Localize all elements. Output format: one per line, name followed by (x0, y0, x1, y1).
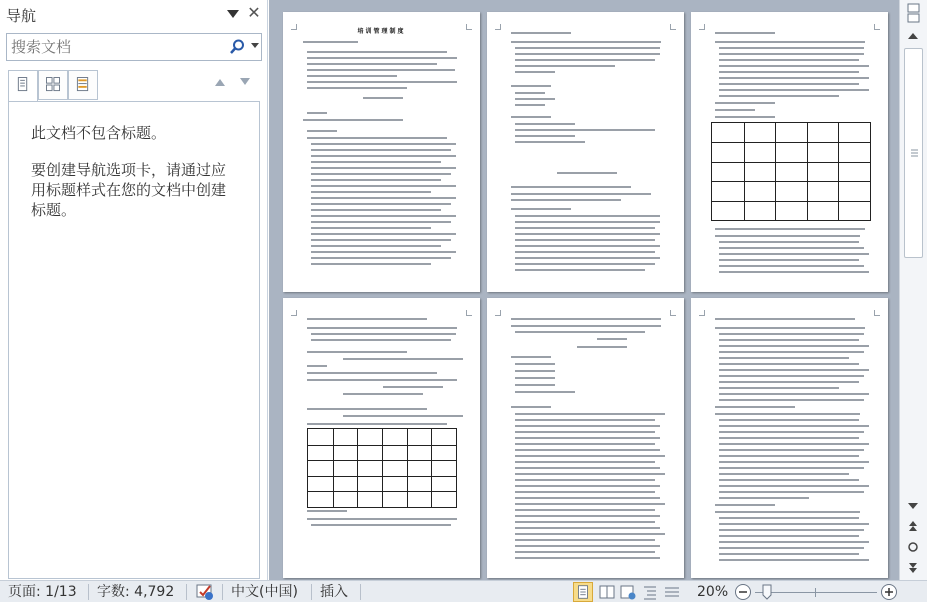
text-line (515, 251, 655, 253)
nav-title: 导航 (6, 6, 37, 25)
text-line (719, 491, 864, 493)
create-headings-help: 要创建导航选项卡，请通过应用标题样式在您的文档中创建标题。 (31, 161, 227, 219)
text-line (311, 161, 441, 163)
text-line (311, 203, 451, 205)
zoom-slider-track[interactable] (755, 592, 877, 593)
text-line (719, 59, 859, 61)
text-line (311, 173, 451, 175)
table-column-line (838, 123, 839, 220)
text-line (719, 419, 859, 421)
vertical-scrollbar[interactable] (899, 0, 927, 580)
text-line (311, 524, 451, 526)
text-line (311, 179, 441, 181)
text-line (307, 510, 347, 512)
zoom-in-icon[interactable] (880, 583, 898, 601)
text-line (515, 269, 645, 271)
text-line (719, 339, 859, 341)
text-line (719, 65, 869, 67)
text-line (515, 233, 660, 235)
text-line (719, 473, 849, 475)
outline-view-icon[interactable] (640, 582, 660, 602)
zoom-center-tick (815, 588, 816, 597)
text-line (515, 485, 660, 487)
table-row-line (712, 201, 870, 202)
text-line (311, 185, 456, 187)
text-line (715, 327, 865, 329)
text-line (303, 119, 403, 121)
text-line (719, 271, 869, 273)
draft-view-icon[interactable] (662, 582, 682, 602)
text-line (515, 527, 660, 529)
text-line (515, 461, 655, 463)
text-line (307, 327, 457, 329)
text-line (719, 47, 864, 49)
text-line (515, 479, 655, 481)
text-line (343, 415, 463, 417)
text-line (715, 32, 775, 34)
status-bar (0, 580, 927, 602)
text-line (715, 413, 860, 415)
text-line (307, 408, 427, 410)
text-line (515, 449, 660, 451)
text-line (719, 265, 864, 267)
text-line (515, 491, 655, 493)
document-page-1[interactable] (283, 12, 480, 292)
nav-close-button[interactable]: ✕ (247, 3, 261, 22)
schedule-table (711, 122, 871, 221)
text-line (719, 333, 864, 335)
document-page-4[interactable] (283, 298, 480, 578)
text-line (311, 263, 431, 265)
status-divider (360, 584, 361, 600)
text-line (511, 406, 551, 408)
page-text (283, 12, 480, 292)
nav-options-dropdown-icon[interactable] (226, 8, 240, 20)
text-line (719, 443, 869, 445)
text-line (515, 551, 655, 553)
text-line (515, 384, 555, 386)
text-line (515, 545, 660, 547)
text-line (511, 318, 661, 320)
text-line (515, 239, 655, 241)
text-line (307, 137, 447, 139)
table-column-line (357, 429, 358, 507)
text-line (515, 221, 660, 223)
text-line (311, 333, 456, 335)
tab-pages[interactable] (38, 70, 68, 100)
search-options-chevron-icon[interactable] (251, 43, 259, 49)
next-heading-icon[interactable] (240, 78, 250, 86)
scroll-down-arrow-icon[interactable] (906, 500, 920, 512)
text-line (515, 257, 660, 259)
text-line (311, 221, 451, 223)
page-text (691, 298, 888, 578)
text-line (719, 529, 864, 531)
text-line (715, 406, 795, 408)
text-line (719, 559, 869, 561)
text-line (719, 387, 839, 389)
text-line (577, 346, 627, 348)
text-line (311, 233, 456, 235)
text-line (597, 338, 627, 340)
text-line (719, 253, 869, 255)
text-line (719, 381, 859, 383)
status-divider (186, 584, 187, 600)
web-layout-view-icon[interactable] (618, 582, 638, 602)
text-line (307, 57, 457, 59)
text-line (515, 443, 655, 445)
text-line (515, 497, 660, 499)
text-line (383, 386, 443, 388)
word-count-indicator[interactable]: 字数: 4,792 (97, 584, 175, 600)
text-line (715, 228, 865, 230)
status-divider (222, 584, 223, 600)
text-line (719, 449, 864, 451)
table-column-line (744, 123, 745, 220)
text-line (307, 351, 407, 353)
text-line (715, 102, 775, 104)
text-line (515, 123, 575, 125)
table-column-line (807, 123, 808, 220)
tab-headings[interactable] (8, 70, 38, 102)
text-line (719, 259, 859, 261)
text-line (515, 377, 555, 379)
text-line (307, 423, 447, 425)
text-line (719, 517, 859, 519)
text-line (715, 41, 865, 43)
text-line (311, 149, 451, 151)
text-line (515, 92, 545, 94)
text-line (515, 425, 660, 427)
text-line (307, 75, 397, 77)
proofing-status-icon[interactable] (194, 582, 216, 602)
text-line (719, 363, 859, 365)
text-line (719, 425, 869, 427)
text-line (719, 345, 869, 347)
text-line (515, 515, 660, 517)
text-line (515, 363, 555, 365)
table-column-line (382, 429, 383, 507)
text-line (311, 227, 431, 229)
text-line (515, 59, 655, 61)
text-line (307, 372, 437, 374)
text-line (719, 89, 869, 91)
nav-content (8, 101, 260, 579)
text-line (307, 69, 455, 71)
text-line (311, 197, 456, 199)
text-line (311, 339, 451, 341)
text-line (343, 358, 463, 360)
text-line (511, 208, 571, 210)
text-line (515, 104, 545, 106)
text-line (515, 47, 660, 49)
navigation-pane (0, 0, 268, 580)
page-text (487, 298, 684, 578)
no-headings-message: 此文档不包含标题。 (31, 124, 167, 142)
text-line (719, 553, 859, 555)
text-line (515, 65, 615, 67)
zoom-level[interactable]: 20% (697, 584, 729, 600)
page-text (487, 12, 684, 292)
text-line (511, 186, 631, 188)
text-line (515, 455, 665, 457)
text-line (515, 370, 555, 372)
scroll-up-arrow-icon[interactable] (906, 30, 920, 42)
document-page-5[interactable] (487, 298, 684, 578)
thumbnails-tab-icon (39, 71, 67, 99)
text-line (515, 215, 660, 217)
text-line (511, 325, 661, 327)
text-line (719, 83, 859, 85)
table-column-line (431, 429, 432, 507)
text-line (719, 455, 859, 457)
text-line (307, 63, 437, 65)
text-line (719, 437, 859, 439)
text-line (311, 239, 451, 241)
document-area[interactable] (269, 0, 899, 580)
text-line (719, 535, 859, 537)
text-line (719, 247, 864, 249)
text-line (511, 116, 551, 118)
text-line (719, 77, 869, 79)
text-line (307, 112, 327, 114)
text-line (715, 504, 775, 506)
text-line (719, 53, 864, 55)
table-row-line (712, 142, 870, 143)
text-line (515, 71, 555, 73)
text-line (311, 155, 456, 157)
text-line (311, 167, 456, 169)
text-line (515, 135, 575, 137)
text-line (719, 393, 869, 395)
table-column-line (407, 429, 408, 507)
text-line (719, 431, 864, 433)
text-line (343, 393, 423, 395)
document-page-3[interactable] (691, 12, 888, 292)
text-line (515, 331, 645, 333)
text-line (515, 503, 665, 505)
text-line (311, 143, 456, 145)
table-row-line (712, 162, 870, 163)
text-line (515, 467, 660, 469)
text-line (715, 109, 755, 111)
nav-tabs (8, 70, 262, 102)
text-line (719, 399, 864, 401)
text-line (515, 557, 660, 559)
text-line (515, 413, 665, 415)
text-line (307, 518, 457, 520)
text-line (515, 539, 655, 541)
text-line (511, 199, 621, 201)
next-page-icon[interactable] (906, 561, 920, 575)
zoom-out-icon[interactable] (734, 583, 752, 601)
text-line (719, 369, 869, 371)
text-line (307, 365, 327, 367)
text-line (719, 547, 864, 549)
document-title: 培训管理制度 (357, 28, 406, 35)
text-line (719, 375, 864, 377)
text-line (511, 32, 571, 34)
table-column-line (775, 123, 776, 220)
text-line (515, 53, 660, 55)
training-record-table (307, 428, 457, 508)
text-line (715, 318, 855, 320)
text-line (715, 116, 775, 118)
text-line (511, 41, 661, 43)
search-input[interactable] (11, 38, 211, 56)
ruler-toggle-icon[interactable] (905, 2, 922, 24)
text-line (515, 437, 660, 439)
text-line (515, 521, 655, 523)
results-tab-icon (69, 71, 97, 99)
text-line (307, 87, 407, 89)
document-page-2[interactable] (487, 12, 684, 292)
text-line (719, 497, 809, 499)
text-line (363, 97, 403, 99)
previous-page-icon[interactable] (906, 519, 920, 533)
text-line (515, 473, 665, 475)
text-line (311, 251, 456, 253)
headings-tab-icon (9, 71, 37, 99)
text-line (511, 193, 651, 195)
text-line (307, 379, 457, 381)
text-line (311, 215, 456, 217)
text-line (515, 141, 585, 143)
print-layout-view-icon[interactable] (573, 582, 593, 602)
text-line (715, 511, 860, 513)
text-line (307, 318, 427, 320)
text-line (719, 71, 859, 73)
text-line (311, 245, 441, 247)
status-divider (311, 584, 312, 600)
text-line (511, 85, 551, 87)
text-line (515, 391, 575, 393)
text-line (715, 235, 860, 237)
language-indicator[interactable]: 中文(中国) (231, 584, 298, 600)
text-line (719, 351, 864, 353)
text-line (719, 479, 859, 481)
text-line (719, 357, 849, 359)
document-page-6[interactable] (691, 298, 888, 578)
text-line (557, 172, 617, 174)
text-line (511, 356, 551, 358)
previous-heading-icon[interactable] (215, 78, 225, 86)
text-line (719, 467, 864, 469)
text-line (307, 51, 447, 53)
text-line (515, 419, 655, 421)
tab-results[interactable] (68, 70, 98, 100)
text-line (719, 95, 839, 97)
page-number-indicator[interactable]: 页面: 1/13 (8, 584, 77, 600)
text-line (515, 245, 660, 247)
browse-object-icon[interactable] (906, 540, 920, 554)
text-line (719, 461, 869, 463)
search-box[interactable] (6, 33, 262, 61)
text-line (515, 129, 655, 131)
table-column-line (333, 429, 334, 507)
full-screen-reading-view-icon[interactable] (597, 582, 617, 602)
text-line (515, 509, 655, 511)
text-line (307, 81, 457, 83)
text-line (515, 227, 655, 229)
text-line (719, 541, 869, 543)
text-line (311, 209, 441, 211)
text-line (515, 533, 665, 535)
table-row-line (712, 181, 870, 182)
text-line (515, 263, 655, 265)
text-line (307, 130, 337, 132)
text-line (515, 98, 555, 100)
text-line (719, 485, 869, 487)
scroll-grip-icon (911, 149, 918, 157)
text-line (303, 41, 358, 43)
text-line (515, 431, 655, 433)
status-divider (88, 584, 89, 600)
scroll-thumb[interactable] (904, 48, 923, 258)
text-line (719, 523, 869, 525)
text-line (311, 191, 431, 193)
insert-mode-indicator[interactable]: 插入 (320, 584, 348, 600)
text-line (719, 241, 859, 243)
text-line (311, 257, 451, 259)
search-icon[interactable] (229, 39, 245, 55)
zoom-slider-thumb[interactable] (762, 584, 772, 600)
